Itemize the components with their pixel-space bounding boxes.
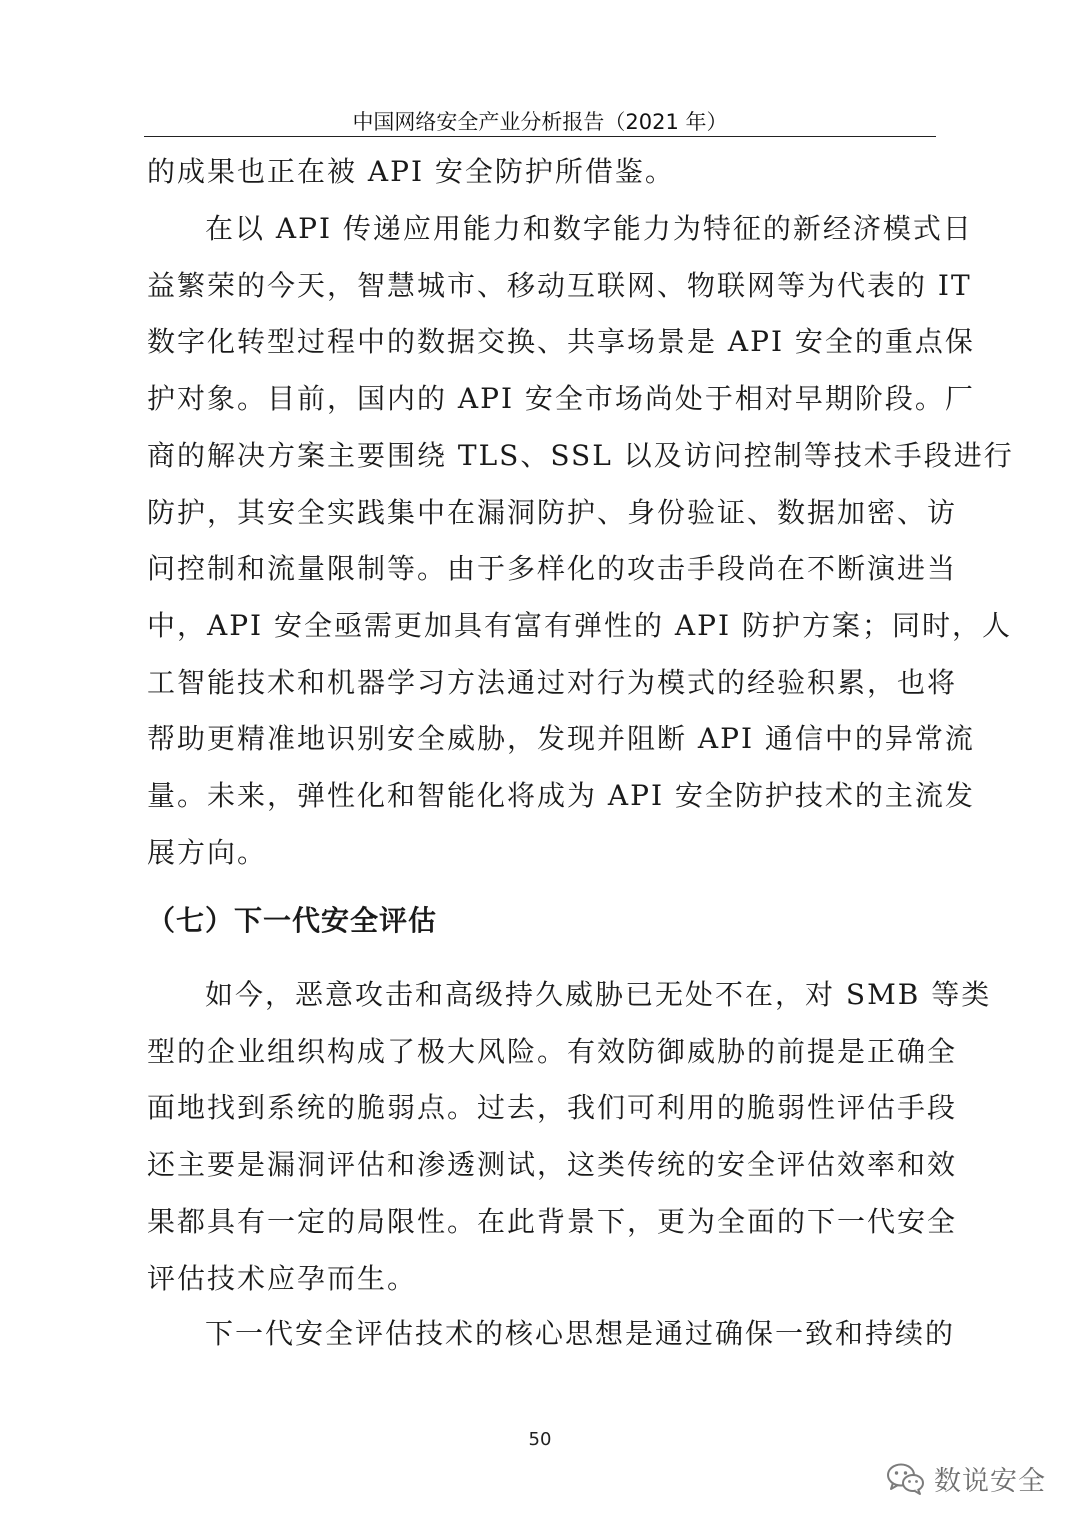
paragraph-next-gen-assessment <box>147 967 992 1307</box>
watermark-text: 数说安全 <box>934 1466 1046 1497</box>
text-line: 防护，其安全实践集中在漏洞防护、身份验证、数据加密、访 <box>147 495 958 529</box>
text-line: 量。未来，弹性化和智能化将成为 API 安全防护技术的主流发 <box>147 779 975 813</box>
text-line: 的成果也正在被 API 安全防护所借鉴。 <box>147 155 675 188</box>
wechat-icon <box>886 1462 926 1496</box>
header-divider <box>144 136 936 137</box>
watermark <box>886 1459 1046 1498</box>
page-number: 50 <box>528 1429 552 1450</box>
text-line: 数字化转型过程中的数据交换、共享场景是 API 安全的重点保 <box>147 325 975 359</box>
text-line: 护对象。目前，国内的 API 安全市场尚处于相对早期阶段。厂 <box>147 382 975 416</box>
paragraph-api-security <box>147 201 1014 881</box>
text-line: 型的企业组织构成了极大风险。有效防御威胁的前提是正确全 <box>147 1034 958 1068</box>
text-line: 帮助更精准地识别安全威胁，发现并阻断 API 通信中的异常流 <box>147 722 975 756</box>
text-line: 还主要是漏洞评估和渗透测试，这类传统的安全评估效率和效 <box>147 1148 958 1182</box>
text-line: 面地找到系统的脆弱点。过去，我们可利用的脆弱性评估手段 <box>147 1091 958 1125</box>
text-line: 工智能技术和机器学习方法通过对行为模式的经验积累，也将 <box>147 665 958 699</box>
text-line: 展方向。 <box>147 835 268 869</box>
section-heading: （七）下一代安全评估 <box>147 904 438 937</box>
text-line: 商的解决方案主要围绕 TLS、SSL 以及访问控制等技术手段进行 <box>147 438 1014 472</box>
paragraph-continuation <box>147 144 937 201</box>
text-line: 中，API 安全亟需更加具有富有弹性的 API 防护方案；同时，人 <box>147 608 1012 642</box>
text-line: 评估技术应孕而生。 <box>147 1261 418 1295</box>
text-line: 如今，恶意攻击和高级持久威胁已无处不在，对 SMB 等类 <box>205 978 992 1011</box>
text-line: 问控制和流量限制等。由于多样化的攻击手段尚在不断演进当 <box>147 552 958 586</box>
text-line: 益繁荣的今天，智慧城市、移动互联网、物联网等为代表的 IT <box>147 268 972 302</box>
running-header: 中国网络安全产业分析报告（2021 年） <box>352 110 728 134</box>
text-line: 果都具有一定的局限性。在此背景下，更为全面的下一代安全 <box>147 1204 958 1238</box>
text-line: 下一代安全评估技术的核心思想是通过确保一致和持续的 <box>205 1317 956 1350</box>
text-line: 在以 API 传递应用能力和数字能力为特征的新经济模式日 <box>205 212 973 245</box>
paragraph-core-idea <box>147 1306 956 1363</box>
